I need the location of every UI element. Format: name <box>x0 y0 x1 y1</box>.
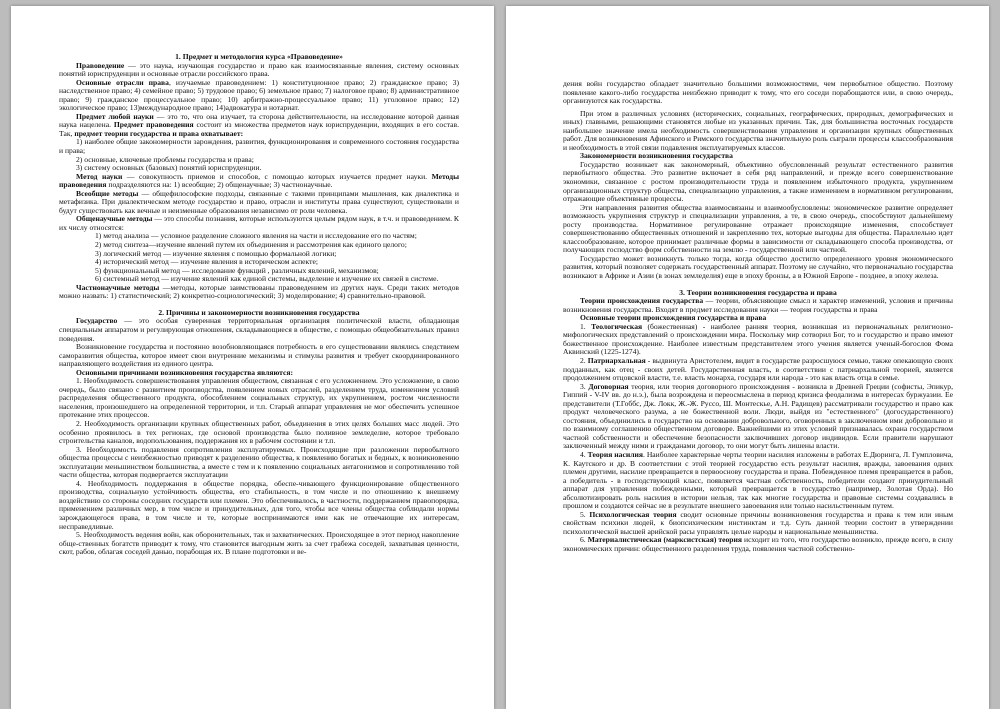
paragraph <box>563 255 953 281</box>
text-run: — общефилософские подходы, связанные с такими принципами мышления, как диалектика и метафизика. При диалектическом методе государство и право, отрасли и институты права существуют, существовали и будут существовать как вечные и неизменные образования независимо от роли человека. <box>59 188 459 215</box>
page-2-text <box>563 80 953 554</box>
paragraph <box>59 62 459 79</box>
text-run: - выдвинута Аристотелем, видит в государстве разросшуюся семью, также опекающую своих подданных, как отец - своих детей. Государственная власть, в соответствии с патриархальной теорией, является продолжением отцовской власти, т.е. власть монарха, государя или народа - это как власть отца в семье. <box>563 355 953 383</box>
text-run: 4) исторический метод — изучение явления в историческом аспекте; <box>95 257 318 267</box>
text-run: Государство может возникнуть только тогда, когда общество достигло определенного уровня экономического развития, который позволяет содержать государственный аппарат. Поэтому не случайно, что первоначально государства возникают в Африке и Азии (в зонах земледелия) еще в эпоху бронзы, а в Южной Европе - позднее, в эпоху железа. <box>563 253 953 281</box>
paragraph <box>59 531 459 557</box>
paragraph <box>563 80 953 106</box>
paragraph <box>59 215 459 232</box>
paragraph <box>59 446 459 480</box>
paragraph <box>59 420 459 446</box>
bold-text: Предмет правоведения <box>113 120 194 130</box>
paragraph <box>59 79 459 113</box>
paragraph <box>563 161 953 204</box>
text-run: При этом в различных условиях (исторических, социальных, географических, природных, демографических и иных) главными, решающими становятся любые из указанных причин. Так, для большинства восточных государств наибольшее значение имела необходимость совершенствования управления и организации крупных общественных работ. Для возникновения Афинского и Римского государства значительную роль сыграли процессы классообразования и необходимость в этой связи подавления эксплуатируемых классов. <box>563 108 953 152</box>
bold-text: Теории происхождения государства <box>580 296 704 306</box>
text-run: — теории, объясняющие смысл и характер изменений, условия и причины возникновения государства. Входят в предмет исследования науки — теория государства и права <box>563 296 954 314</box>
paragraph <box>59 343 459 369</box>
bold-text: Правоведение <box>76 60 125 70</box>
text-run: 2) метод синтеза—изучение явлений путем их объединения и рассмотрения как единого целого; <box>95 240 407 250</box>
text-run: (божественная) - наиболее ранняя теория, возникшая из первоначальных религиозно-мифологических представлений о происхождении мира. Поскольку мир сотворил Бог, то и государство и право имеют божественное происхождение. Наиболее известным представителем этого учения является ученый-богослов Фома Аквинский (1225-1274). <box>563 321 954 357</box>
bold-text: Государство <box>76 316 118 326</box>
text-run: Возникновение государства и постоянно возобновляющаяся потребность в его существовании являлись следствием саморазвития общества, которое имеет свои внутренние механизмы и стимулы развития и требует скоординированного направляющего воздействия из единого центра. <box>59 342 459 369</box>
paragraph <box>59 138 459 155</box>
paragraph <box>563 204 953 255</box>
text-run: , изучаемые правоведением: 1) конституционное право; 2) гражданское право; 3) наследственное право; 4) семейное право; 5) трудовое право; 6) земельное право; 7) налоговое право; 8) административное право; 9) гражданское процессуальное право; 10) арбитражно-процессуальное право; 11) уголовное право; 12) экологическое право; 13)международное право; 14)адвокатура и нотариат. <box>59 77 459 113</box>
text-run: сводит основные причины возникновения государства и права к тем или иным свойствам психики людей, к биопсихическим инстинктам и т.д. Суть данной теории состоит в утверждении психологической высшей арийской расы управлять целые народы и национальные меньшинства. <box>563 509 953 536</box>
text-run: 4. <box>580 449 588 459</box>
text-run: 3) систему основных (базовых) понятий юриспруденции. <box>76 163 262 173</box>
paragraph <box>563 323 953 357</box>
text-run: 5. Необходимость ведения войн, как оборонительных, так и захватнических. Происходящее в этот период накопление обще-ственных богатств приводит к тому, что становится выгодным жить за счет грабежа соседей, захватывая ценности, скот, рабов, облагая соседей данью, порабощая их. В плане подготовки и ве- <box>59 530 459 557</box>
bold-text: Теория насилия <box>587 449 643 459</box>
paragraph <box>563 511 953 537</box>
paragraph <box>59 480 459 531</box>
paragraph <box>563 110 953 153</box>
text-run: 5. <box>580 509 590 519</box>
paragraph <box>563 383 953 451</box>
paragraph <box>59 284 459 301</box>
document-page-1 <box>11 6 494 709</box>
paragraph <box>59 113 459 139</box>
text-run: 6) системный метод — изучение явлений как единой системы, выделение и изучение их связей в системе. <box>95 274 439 284</box>
text-run: дения войн государство обладает значительно большими возможностями, чем первобытное общество. Поэтому появление какого-либо государства неизбежно приводит к тому, что его соседи порабощаются или, в свою очередь, организуются как государства. <box>563 79 953 106</box>
text-run: — совокупность приемов и способов, с помощью которых изучается предмет науки. <box>122 171 432 181</box>
bold-text: Основные отрасли права <box>76 77 169 87</box>
text-run: 2. <box>580 355 588 365</box>
bold-text: Материалистическая (марксистская) теория <box>587 535 742 545</box>
text-run: 1) наиболее общие закономерности зарождения, развития, функционирования и современного состояния государства и права; <box>59 137 459 156</box>
bold-text: Методы правоведения <box>59 171 459 190</box>
document-page-2 <box>506 6 989 709</box>
text-run: — это то, что она изучает, та сторона действительности, на исследование которой данная наука нацелена. <box>59 111 460 130</box>
bold-text: предмет теории государства и права охватывает: <box>74 128 244 138</box>
bold-text: 2. Причины и закономерности возникновения государства <box>158 307 360 317</box>
text-run: . Наиболее характерные черты теории насилия изложены в работах Е.Дюринга, Л. Гумпловича, К. Каутского и др. В соответствии с этой теорией государство есть результат насилия, вражды, завоевания одних племен другими, насилие превращается в первооснову государства и права. Побежденное племя превращается в рабов, а победитель - в господствующий класс, появляется частная собственность, победители создают принудительный аппарат для управления побежденными, который превращается в государство (например, Золотая Орда). Но абсолютизировать роль насилия в истории нельзя, так как многие государства и правовые системы создавались в прошлом и создаются сейчас не в результате внешнего завоевания или только насильственным путем. <box>563 449 954 511</box>
text-run: Эти направления развития общества взаимосвязаны и взаимообусловлены: экономическое развитие определяет возможность укрупнения структур и специализации управления, а те, в свою очередь, способствуют дальнейшему росту производства. Нормативное регулирование отражает происходящие изменения, способствует совершенствованию общественных отношений и закреплению тех, которые выгодны для общества. Параллельно идет классообразование, которое принимает различные формы в зависимости от складывающего способа производства, от получающих господство форм собственности на землю - государственной или частной. <box>563 202 953 255</box>
bold-text: Предмет любой науки <box>76 111 154 121</box>
text-run: 1. Необходимость совершенствования управления обществом, связанная с его усложнением. Это усложнение, в свою очередь, было связано с развитием производства, появлением новых отраслей, разделением труда, изменением условий распределения общественного продукта, обособлением социальных структур, их укрупнением, ростом численности населения, произошедшего на определенной территории, и т.п. Старый аппарат управления не мог обеспечить успешное протекание этих процессов. <box>59 376 459 420</box>
text-run: — это способы познания, которые используются целым рядом наук, в т.ч. и правоведением. К их числу относятся: <box>59 214 459 232</box>
text-run: — это особая суверенная территориальная организация политической власти, обладающая специальным аппаратом и регулирующая отношения, складывающиеся в обществе, с помощью общеобязательных правил поведения. <box>59 316 459 343</box>
bold-text: 3. Теории возникновения государства и права <box>679 287 837 297</box>
paragraph <box>59 173 459 190</box>
paragraph <box>59 190 459 216</box>
paragraph <box>563 451 953 511</box>
paragraph <box>59 317 459 343</box>
bold-text: Основные теории происхождения государства и права <box>580 313 767 323</box>
paragraph <box>563 357 953 383</box>
text-run: теория, или теория договорного происхождения - возникла в Древней Греции (софисты, Эпикур, Гиппий - V-IV вв. до н.э.), была возрождена и переосмыслена в период кризиса феодализма в интересах буржуазии. Ее представители (Т.Гоббс, Дж. Локк, Ж.-Ж. Руссо, Ш. Монтескье, А.Н. Радищев) рассматривали государство и право как продукт человеческого разума, а не божественной воли. Люди, выйдя из "естественного" (догосударственного) состояния, объединились в государство на основании добровольного, оговоренных в заключенном ими добровольно и по взаимному соглашению общественном договоре. Важнейшими из этих условий признавалась охрана государством частной собственности и обеспечение безопасности заключивших договор индивидов. Если правители нарушают заключенный между ними и гражданами договор, то они могут быть лишены власти. <box>563 381 953 451</box>
text-run: 6. <box>580 535 588 545</box>
page-1-text <box>59 53 459 557</box>
text-run: подразделяются на: 1) всеобщие; 2) общенаучные; 3) частнонаучные. <box>106 180 333 190</box>
text-run: 1) метод анализа — условное разделение сложного явления на части и исследование его по частям; <box>95 231 417 241</box>
text-run: Государство возникает как закономерный, объективно обусловленный результат естественного развития первобытного общества. Это развитие включает в себя ряд направлений, и прежде всего совершенствование экономики, связанное с ростом производительности труда и появлением избыточного продукта, укрупнением организационных структур общества, специализацию управления, а также изменением в нормативном регулировании, отражающие объективные процессы. <box>563 159 953 204</box>
text-run: —методы, которые заимствованы правоведением из других наук. Среди таких методов можно назвать: 1) статистический; 2) конкретно-социологический; 3) моделирование; 4) сравнительно-правовой. <box>59 282 459 301</box>
bold-text: Психологическая теория <box>589 509 677 519</box>
bold-text: Основными причинами возникновения государства являются: <box>76 367 294 377</box>
bold-text: Теологическая <box>591 321 643 331</box>
paragraph <box>59 377 459 420</box>
text-run: 3) логический метод — изучение явления с помощью формальной логики; <box>95 248 337 258</box>
text-run: исходит из того, что государство возникло, прежде всего, в силу экономических причин: общественного разделения труда, появления частной собственно- <box>563 535 953 553</box>
text-run: 3. Необходимость подавления сопротивления эксплуатируемых. Происходящие при разложении первобытного общества процессы с неизбежностью приводят к разделению общества, к появлению богатых и бедных, к возникновению эксплуатации меньшинством большинства, а вместе с тем и к появлению социальных антагонизмов и сопротивлению той части общества, которая подвергается эксплуатации <box>59 444 459 480</box>
bold-text: Частнонаучные методы <box>76 282 160 292</box>
text-run: 3. <box>580 381 589 391</box>
bold-text: Договорная <box>588 381 629 391</box>
text-run: 5) функциональный метод — исследование функций , различных явлений, механизмов; <box>95 265 379 275</box>
bold-text: 1. Предмет и методология курса «Правоведение» <box>175 52 343 61</box>
bold-text: Всеобщие методы <box>76 188 139 198</box>
text-run: состоит из множества предметов наук юриспруденции, входящих в его состав. Так, <box>59 120 459 138</box>
bold-text: Метод науки <box>76 171 123 181</box>
bold-text: Закономерности возникновения государства <box>580 151 733 161</box>
text-run: 4. Необходимость поддержания в обществе порядка, обеспе-чивающего функционирование общественного производства, социальную устойчивость общества, его стабильность, в том числе и по отношению к внешнему воздействию со стороны соседних государств или племен. Это обеспечивалось, в частности, поддержанием правопорядка, применением различных мер, в том числе и принудительных, для того, чтобы все члены общества соблюдали нормы зарождающегося права, в том числе и те, которые воспринимаются ими как не отвечающие их интересам, несправедливые. <box>59 478 459 531</box>
text-run: 2) основные, ключевые проблемы государства и права; <box>76 154 254 164</box>
bold-text: Патриархальная <box>587 355 646 365</box>
paragraph <box>563 536 953 553</box>
text-run: 1. <box>580 321 592 331</box>
text-run: 2. Необходимость организации крупных общественных работ, объединения в этих целях больших масс людей. Это особенно проявилось в тех регионах, где основой производства было поливное земледелие, которое требовало строительства каналов, водопользования, поддержания их в рабочем состоянии и т.п. <box>59 418 459 446</box>
text-run: — это наука, изучающая государство и право как взаимосвязанные явления, систему основных понятий юриспруденции и основные отрасли российского права. <box>59 60 459 79</box>
bold-text: Общенаучные методы <box>76 214 153 224</box>
paragraph <box>563 297 953 314</box>
